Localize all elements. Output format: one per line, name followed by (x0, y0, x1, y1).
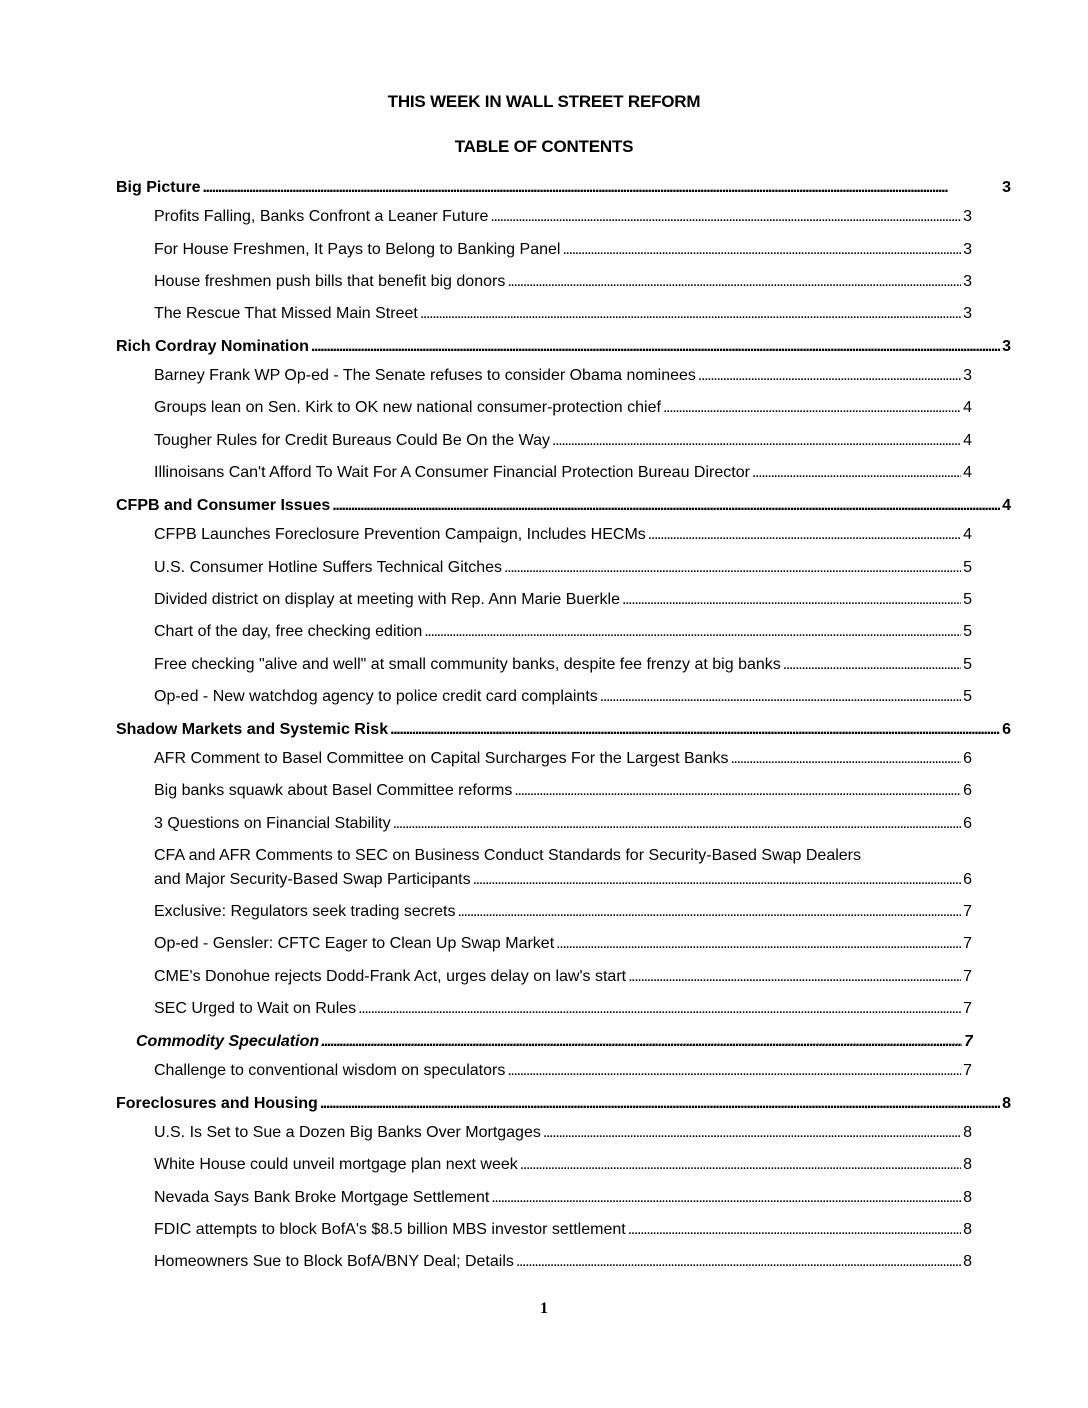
toc-entry[interactable] (154, 655, 972, 675)
toc-page-number: 6 (963, 815, 972, 832)
toc-page-number: 8 (963, 1156, 972, 1173)
toc-page-number: 7 (963, 1000, 972, 1017)
toc-entry-text: House freshmen push bills that benefit big donors (154, 273, 506, 290)
toc-entry-text: For House Freshmen, It Pays to Belong to Banking Panel (154, 241, 561, 258)
toc-page-number: 3 (1002, 179, 1011, 196)
toc-entry[interactable] (154, 398, 972, 418)
toc-entry-text: Rich Cordray Nomination (116, 338, 309, 355)
toc-entry[interactable] (154, 902, 972, 922)
toc-leader-dots (752, 463, 961, 483)
toc-entry[interactable] (154, 525, 972, 545)
toc-section-foreclosures-and-housing[interactable] (116, 1094, 1011, 1114)
toc-page-number: 8 (963, 1124, 972, 1141)
toc-entry[interactable] (154, 687, 972, 707)
toc-entry-text: Foreclosures and Housing (116, 1095, 318, 1112)
toc-leader-dots (490, 207, 961, 227)
toc-entry[interactable] (154, 590, 972, 610)
toc-entry[interactable] (154, 304, 972, 324)
toc-entry-text: Exclusive: Regulators seek trading secrets (154, 903, 456, 920)
toc-page-number: 3 (963, 208, 972, 225)
toc-leader-dots (663, 398, 961, 418)
toc-entry[interactable] (154, 1155, 972, 1175)
toc-section-rich-cordray-nomination[interactable] (116, 337, 1011, 357)
toc-entry-text: CME's Donohue rejects Dodd-Frank Act, urges delay on law's start (154, 968, 627, 985)
toc-page-number: 4 (963, 464, 972, 481)
toc-leader-dots (562, 240, 961, 260)
toc-page-number: 4 (1002, 497, 1011, 514)
toc-leader-dots (504, 558, 961, 578)
toc-page-number: 6 (963, 782, 972, 799)
toc-entry-text: Homeowners Sue to Block BofA/BNY Deal; Details (154, 1253, 514, 1270)
toc-leader-dots (358, 999, 961, 1019)
toc-page-number: 5 (963, 559, 972, 576)
toc-page-number: 3 (963, 241, 972, 258)
toc-entry[interactable] (154, 749, 972, 769)
toc-entry-first-line[interactable]: CFA and AFR Comments to SEC on Business Conduct Standards for Security-Based Swap Dealers (154, 847, 861, 864)
toc-leader-dots (311, 337, 1000, 357)
toc-page-number: 3 (963, 367, 972, 384)
toc-entry[interactable] (154, 781, 972, 801)
toc-entry[interactable] (154, 240, 972, 260)
toc-page-number: 8 (963, 1189, 972, 1206)
toc-entry[interactable] (154, 272, 972, 292)
toc-entry-text: Groups lean on Sen. Kirk to OK new national consumer-protection chief (154, 399, 661, 416)
toc-page-number: 7 (963, 968, 972, 985)
toc-leader-dots (543, 1123, 961, 1143)
toc-entry[interactable] (154, 1061, 972, 1081)
toc-leader-dots (628, 967, 961, 987)
toc-page-number: 3 (963, 273, 972, 290)
toc-entry-text: and Major Security-Based Swap Participants (154, 871, 471, 888)
toc-leader-dots (320, 1094, 1000, 1114)
toc-page-number: 3 (963, 305, 972, 322)
toc-leader-dots (424, 622, 961, 642)
toc-entry-text: Tougher Rules for Credit Bureaus Could Be On the Way (154, 432, 551, 449)
document-title: THIS WEEK IN WALL STREET REFORM (387, 92, 701, 111)
toc-leader-dots (393, 814, 962, 834)
toc-entry[interactable] (154, 999, 972, 1019)
toc-entry-text: Shadow Markets and Systemic Risk (116, 721, 389, 738)
toc-leader-dots (648, 525, 961, 545)
toc-leader-dots (202, 178, 1000, 198)
toc-entry[interactable] (154, 1188, 972, 1208)
toc-page-number: 8 (963, 1221, 972, 1238)
toc-entry-text: CFPB and Consumer Issues (116, 497, 331, 514)
toc-leader-dots (473, 870, 962, 890)
toc-entry[interactable] (154, 870, 972, 890)
toc-page-number: 7 (963, 1062, 972, 1079)
toc-page-number: 5 (963, 656, 972, 673)
toc-entry-text: Free checking "alive and well" at small community banks, despite fee frenzy at big banks (154, 656, 781, 673)
toc-entry-text: U.S. Is Set to Sue a Dozen Big Banks Over Mortgages (154, 1124, 541, 1141)
toc-page-number: 8 (1002, 1095, 1011, 1112)
toc-entry-text: U.S. Consumer Hotline Suffers Technical Gitches (154, 559, 503, 576)
toc-page-number: 7 (963, 935, 972, 952)
toc-heading: TABLE OF CONTENTS (454, 137, 634, 156)
toc-entry[interactable] (154, 1220, 972, 1240)
toc-leader-dots (628, 1220, 961, 1240)
toc-page-number: 7 (964, 1033, 973, 1050)
toc-leader-dots (730, 749, 961, 769)
toc-entry-text: Nevada Says Bank Broke Mortgage Settlement (154, 1189, 490, 1206)
toc-leader-dots (420, 304, 961, 324)
toc-entry[interactable] (154, 431, 972, 451)
toc-page-number: 4 (963, 526, 972, 543)
toc-leader-dots (600, 687, 961, 707)
toc-leader-dots (457, 902, 961, 922)
toc-entry-text: Divided district on display at meeting with Rep. Ann Marie Buerkle (154, 591, 620, 608)
toc-leader-dots (507, 1061, 961, 1081)
toc-section-cfpb-and-consumer-issues[interactable] (116, 496, 1011, 516)
toc-entry[interactable] (154, 558, 972, 578)
toc-entry-text: Challenge to conventional wisdom on speculators (154, 1062, 506, 1079)
toc-entry-text: Barney Frank WP Op-ed - The Senate refuses to consider Obama nominees (154, 367, 696, 384)
toc-leader-dots (491, 1188, 961, 1208)
toc-entry-text: Illinoisans Can't Afford To Wait For A Consumer Financial Protection Bureau Director (154, 464, 750, 481)
toc-entry[interactable] (154, 366, 972, 386)
toc-page-number: 6 (963, 871, 972, 888)
toc-entry[interactable] (154, 463, 972, 483)
toc-entry[interactable] (154, 207, 972, 227)
toc-leader-dots (332, 496, 1000, 516)
toc-leader-dots (390, 720, 1000, 740)
toc-entry-text: Op-ed - New watchdog agency to police credit card complaints (154, 688, 598, 705)
toc-entry-text: Chart of the day, free checking edition (154, 623, 423, 640)
toc-leader-dots (783, 655, 961, 675)
toc-page-number: 3 (1002, 338, 1011, 355)
toc-entry-text: Commodity Speculation (136, 1033, 320, 1050)
toc-page-number: 5 (963, 688, 972, 705)
toc-page-number: 4 (963, 399, 972, 416)
toc-entry-text: FDIC attempts to block BofA's $8.5 billion MBS investor settlement (154, 1221, 626, 1238)
toc-entry[interactable] (154, 934, 972, 954)
toc-entry-text: Op-ed - Gensler: CFTC Eager to Clean Up Swap Market (154, 935, 555, 952)
toc-page-number: 5 (963, 591, 972, 608)
toc-entry-text: CFPB Launches Foreclosure Prevention Campaign, Includes HECMs (154, 526, 646, 543)
toc-page-number: 6 (963, 750, 972, 767)
toc-entry-text: The Rescue That Missed Main Street (154, 305, 418, 322)
toc-leader-dots (556, 934, 961, 954)
toc-page-number: 6 (1002, 721, 1011, 738)
toc-entry[interactable] (154, 622, 972, 642)
toc-leader-dots (507, 272, 961, 292)
toc-entry-text: Big banks squawk about Basel Committee reforms (154, 782, 513, 799)
toc-entry[interactable] (154, 967, 972, 987)
toc-leader-dots (321, 1032, 962, 1052)
toc-leader-dots (698, 366, 961, 386)
toc-entry[interactable] (154, 814, 972, 834)
toc-leader-dots (516, 1252, 961, 1272)
toc-entry-text: White House could unveil mortgage plan next week (154, 1156, 518, 1173)
toc-leader-dots (520, 1155, 961, 1175)
toc-section-big-picture[interactable] (116, 178, 1011, 198)
toc-entry-text: Profits Falling, Banks Confront a Leaner Future (154, 208, 489, 225)
toc-page-number: 7 (963, 903, 972, 920)
toc-page-number: 4 (963, 432, 972, 449)
toc-section-shadow-markets-and-systemic-risk[interactable] (116, 720, 1011, 740)
toc-entry-text: Big Picture (116, 179, 201, 196)
toc-subsection-commodity-speculation[interactable] (136, 1032, 973, 1052)
toc-entry[interactable] (154, 1123, 972, 1143)
toc-leader-dots (622, 590, 961, 610)
page-number: 1 (540, 1300, 548, 1317)
toc-page-number: 5 (963, 623, 972, 640)
toc-page-number: 8 (963, 1253, 972, 1270)
toc-leader-dots (514, 781, 961, 801)
toc-entry-text: SEC Urged to Wait on Rules (154, 1000, 357, 1017)
toc-entry-text: 3 Questions on Financial Stability (154, 815, 391, 832)
toc-leader-dots (552, 431, 961, 451)
toc-entry[interactable] (154, 1252, 972, 1272)
toc-entry-text: AFR Comment to Basel Committee on Capital Surcharges For the Largest Banks (154, 750, 729, 767)
